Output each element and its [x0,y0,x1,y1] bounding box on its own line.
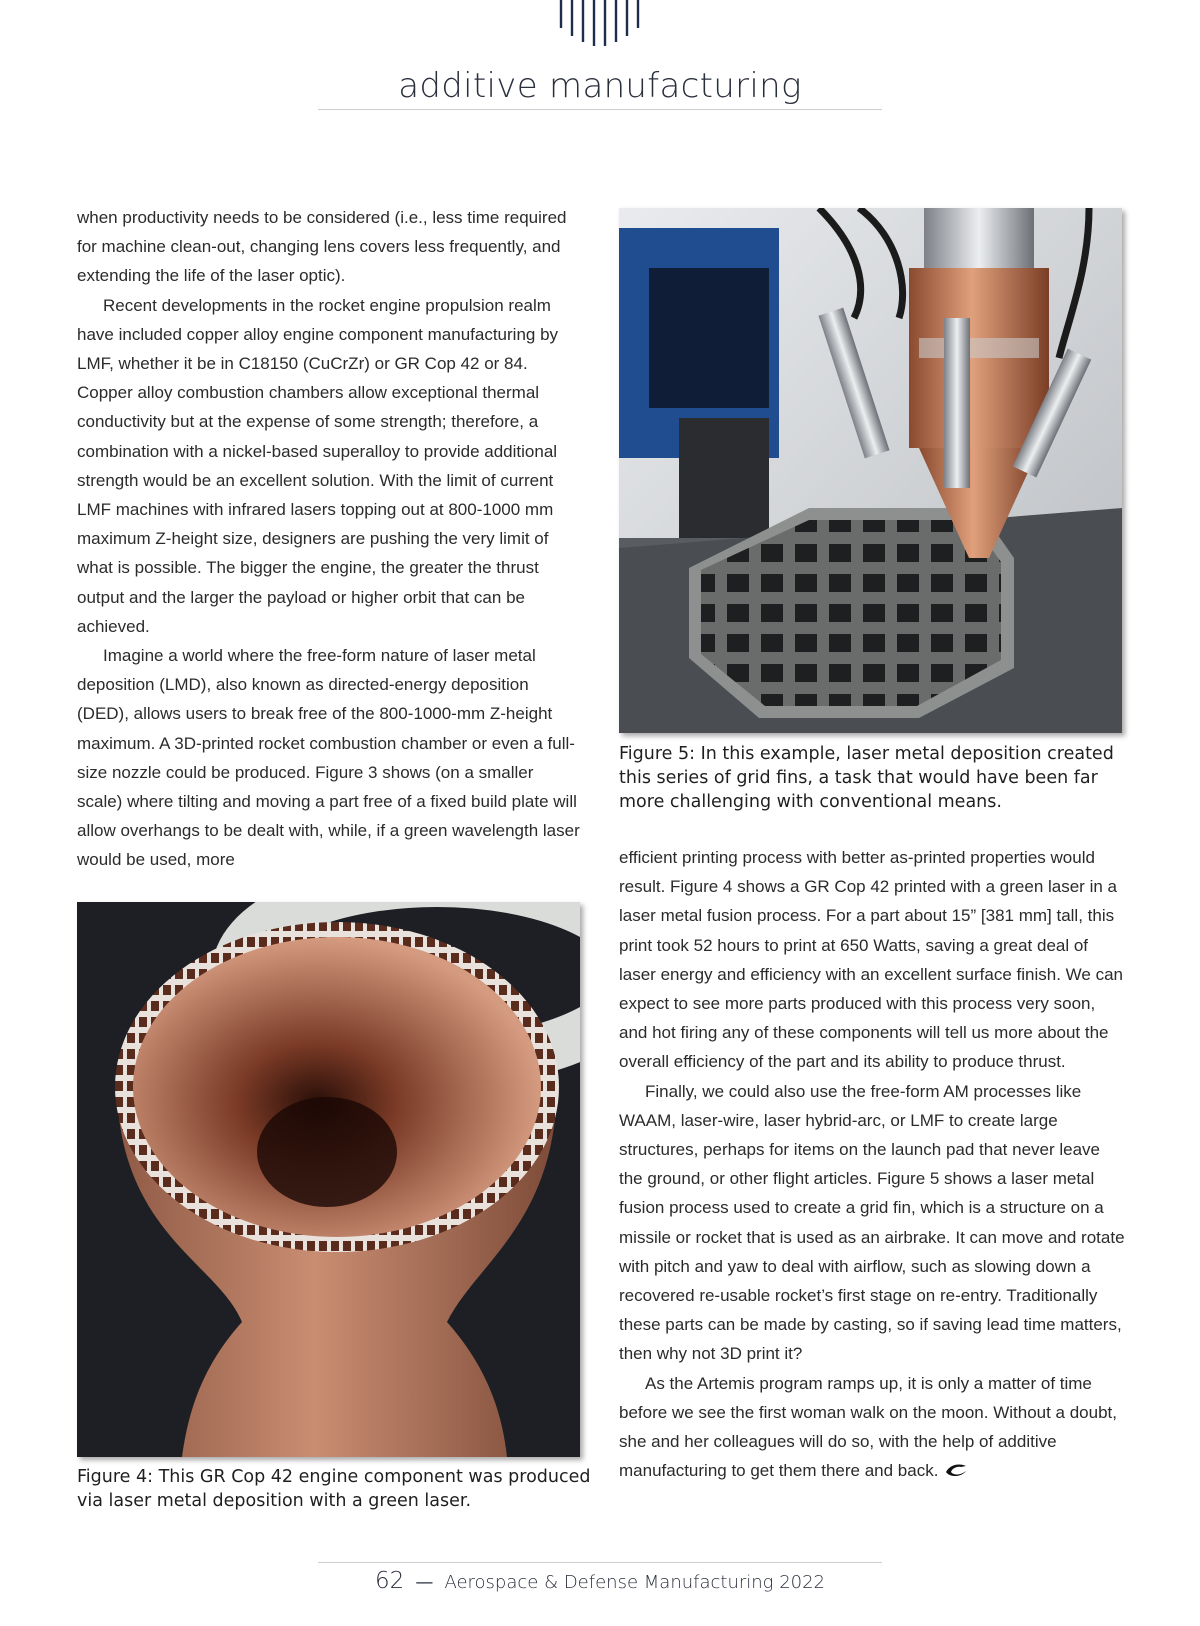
paragraph-text: As the Artemis program ramps up, it is only a matter of time before we see the first woman walk on the moon. Without a doubt, she and her colleagues will do so, with the help of additive manufacturing to get them there and back. [619,1373,1117,1481]
footer-separator: — [415,1572,434,1593]
paragraph: when productivity needs to be considered (i.e., less time required for machine clean-out, changing lens covers less frequently, and extending the life of the laser optic). [77,208,567,286]
swoosh-logo-icon [944,1463,968,1477]
paragraph: Finally, we could also use the free-form AM processes like WAAM, laser-wire, laser hybrid-arc, or LMF to create large structures, perhaps for items on the launch pad that never leave the ground, or other flight articles. Figure 5 shows a laser metal fusion process used to create a grid fin, which is a structure on a missile or rocket that is used as an airbrake. It can move and rotate with pitch and yaw to deal with airflow, such as slowing down a recovered re-usable rocket’s first stage on re-entry. Traditionally these parts can be made by casting, so if saving lead time matters, then why not 3D print it? [619,1081,1125,1364]
paragraph-last [619,1369,1125,1486]
section-title: additive manufacturing [398,66,802,106]
left-column-text [77,203,581,875]
header-rule [318,109,882,110]
figure-4-photo [77,902,580,1457]
page-footer [318,1568,882,1594]
masthead-lines-icon [558,0,642,46]
figure-5-caption: Figure 5: In this example, laser metal deposition created this series of grid fins, a task that would have been far more challenging with conventional means. [619,744,1114,812]
paragraph: efficient printing process with better as-printed properties would result. Figure 4 shows a GR Cop 42 printed with a green laser in a laser metal fusion process. For a part about 15” [381 mm] tall, this print took 52 hours to print at 650 Watts, saving a great deal of laser energy and efficiency with an excellent surface finish. We can expect to see more parts produced with this process very soon, and hot firing any of these components will tell us more about the overall efficiency of the part and its ability to produce thrust. [619,848,1123,1072]
right-column-text [619,843,1125,1485]
figure-5-photo [619,208,1122,733]
publication-name: Aerospace & Defense Manufacturing 2022 [444,1572,826,1593]
paragraph: Imagine a world where the free-form nature of laser metal deposition (LMD), also known as directed-energy deposition (DED), allows users to break free of the 800-1000-mm Z-height maximum. A 3D-printed rocket combustion chamber or even a full-size nozzle could be produced. Figure 3 shows (on a smaller scale) where tilting and moving a part free of a fixed build plate will allow overhangs to be dealt with, while, if a green wavelength laser would be used, more [77,646,580,870]
page-number: 62 [374,1568,405,1594]
paragraph: Recent developments in the rocket engine propulsion realm have included copper alloy engine component manufacturing by LMF, whether it be in C18150 (CuCrZr) or GR Cop 42 or 84. Copper alloy combustion chambers allow exceptional thermal conductivity but at the expense of some strength; therefore, a combination with a nickel-based superalloy to provide additional strength would be an excellent solution. With the limit of current LMF machines with infrared lasers topping out at 800-1000 mm maximum Z-height size, designers are pushing the very limit of what is possible. The bigger the engine, the greater the thrust output and the larger the payload or higher orbit that can be achieved. [77,295,559,636]
figure-4-caption: Figure 4: This GR Cop 42 engine component was produced via laser metal deposition with a green laser. [77,1467,591,1511]
footer-rule [318,1562,882,1563]
